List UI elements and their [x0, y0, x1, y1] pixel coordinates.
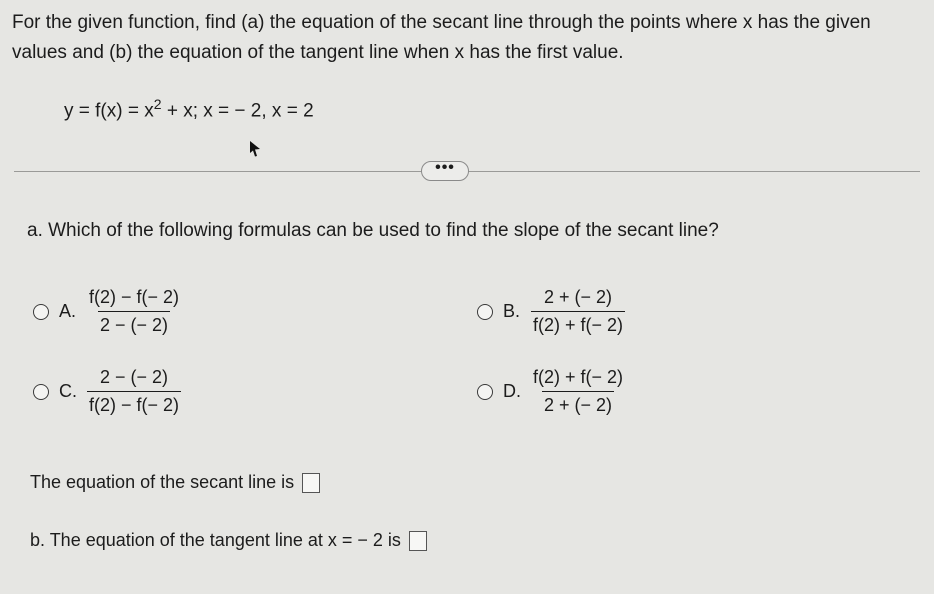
- secant-answer-box[interactable]: [302, 473, 320, 493]
- option-a-fraction: [87, 287, 181, 336]
- secant-answer-line: [30, 472, 320, 493]
- function-definition: [64, 96, 314, 122]
- option-d[interactable]: [477, 367, 625, 416]
- option-d-fraction: [531, 367, 625, 416]
- option-a-radio[interactable]: [33, 304, 49, 320]
- option-b-denominator: f(2) + f(− 2): [531, 311, 625, 336]
- option-b-letter: B.: [503, 301, 521, 321]
- option-b-radio[interactable]: [477, 304, 493, 320]
- problem-prompt: For the given function, find (a) the equation of the secant line through the points where x has the given values and (b) the equation of the tangent line when x has the first value.: [12, 12, 871, 63]
- option-c[interactable]: [33, 367, 181, 416]
- part-a-question: a. Which of the following formulas can be used to find the slope of the secant line?: [27, 220, 719, 241]
- option-a-denominator: 2 − (− 2): [98, 311, 170, 336]
- option-d-radio[interactable]: [477, 384, 493, 400]
- function-rhs: + x; x = − 2, x = 2: [161, 100, 314, 122]
- option-d-denominator: 2 + (− 2): [542, 391, 614, 416]
- option-a-numerator: f(2) − f(− 2): [89, 287, 180, 307]
- tangent-answer-box[interactable]: [409, 531, 427, 551]
- option-c-radio[interactable]: [33, 384, 49, 400]
- function-lhs: y = f(x) = x: [64, 100, 154, 122]
- option-c-fraction: [87, 367, 181, 416]
- expand-more-button[interactable]: •••: [421, 161, 469, 181]
- option-c-denominator: f(2) − f(− 2): [87, 391, 181, 416]
- option-a-letter: A.: [59, 301, 77, 321]
- function-exponent: 2: [153, 96, 162, 112]
- option-b-fraction: [531, 287, 625, 336]
- option-a[interactable]: [33, 287, 181, 336]
- tangent-label: b. The equation of the tangent line at x = − 2 is: [30, 530, 401, 550]
- mouse-cursor-icon: [248, 140, 262, 158]
- tangent-answer-line: [30, 530, 427, 551]
- secant-label: The equation of the secant line is: [30, 472, 295, 492]
- option-d-letter: D.: [503, 381, 521, 401]
- option-d-numerator: f(2) + f(− 2): [533, 367, 624, 387]
- option-b-numerator: 2 + (− 2): [543, 287, 613, 307]
- option-b[interactable]: [477, 287, 625, 336]
- option-c-numerator: 2 − (− 2): [99, 367, 169, 387]
- option-c-letter: C.: [59, 381, 77, 401]
